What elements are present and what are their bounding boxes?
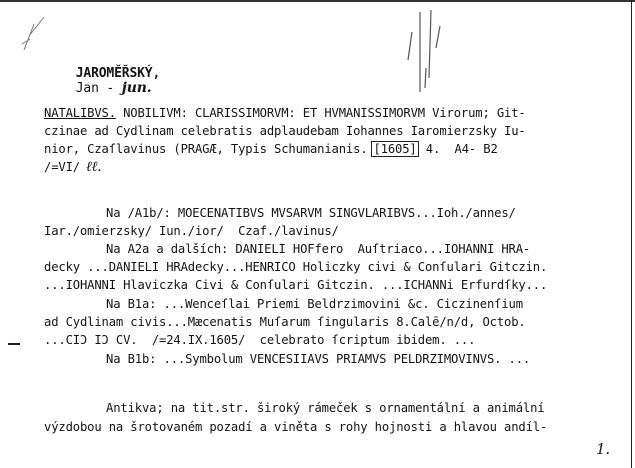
pencil-mark-top-left <box>20 14 50 54</box>
hand-scribble: ℓℓ. <box>85 159 102 175</box>
author-given-name: Jan <box>75 81 99 96</box>
title-line-3-format: 4. A4- B2 <box>418 142 498 156</box>
author-surname: JAROMĚŘSKÝ, <box>75 66 161 81</box>
collation-a1b-cont: Iar./omierzsky/ Iun./ior/ Czaf./lavinus/ <box>44 224 339 238</box>
collation-a2a-line-2: decky ...DANIELI HRAdecky...HENRICO Holiczky civi & Conſulari Gitczin. <box>44 260 548 274</box>
collation-b1a: Na B1a: ...Wenceſlai Priemi Beldrzimovini &c. Ciczinenſium <box>106 297 523 311</box>
description-line-2: výzdobou na šrotovaném pozadí a viněta s rohy hojnosti a hlavou andíl- <box>44 420 548 434</box>
collation-b1a-line-3: ...CIƆ IƆ CV. /=24.IX.1605/ celebrato ſcriptum ibidem. ... <box>44 333 476 347</box>
author-dash: - <box>98 81 122 96</box>
description-line-1: Antikva; na tit.str. široký rámeček s ornamentální a animální <box>106 401 545 415</box>
title-line-4-text: /=VI/ <box>44 160 80 174</box>
pencil-mark-top-center <box>398 8 448 96</box>
title-line-2: czinae ad Cydlinam celebratis adplaudebam Iohannes Iaromierzsky Iu- <box>44 124 526 138</box>
title-word: NATALIBVS. <box>44 106 116 120</box>
page-number-mark: 1. <box>596 440 611 458</box>
title-line-3-imprint: nior, Czaſlavinus (PRAGÆ, Typis Schumanianis. <box>44 142 368 156</box>
collation-a2a: Na A2a a dalších: DANIELI HOFfero Auſtriaco...IOHANNI HRA- <box>106 242 531 256</box>
collation-a2a-line-3: ...IOHANNI Hlaviczka Civi & Conſulari Gitczin. ...ICHANNi Erfurdſky... <box>44 278 548 292</box>
collation-b1a-line-2: ad Cydlinam civis...Mæcenatis Muſarum ſingularis 8.Calē/n/d, Octob. <box>44 315 526 329</box>
title-line-4 <box>44 160 102 174</box>
title-line-1 <box>44 106 526 120</box>
author-heading <box>45 53 160 110</box>
author-hand-note: jun. <box>121 80 152 96</box>
title-line-1-rest: NOBILIVM: CLARISSIMORVM: ET HVMANISSIMORVM Virorum; Git- <box>115 106 526 120</box>
card-top-edge <box>0 0 635 2</box>
collation-a1b: Na /A1b/: MOECENATIBVS MVSARVM SINGVLARIBVS...Ioh./annes/ <box>106 206 516 220</box>
collation-b1b: Na B1b: ...Symbolum VENCESIIAVS PRIAMVS PELDRZIMOVINVS. ... <box>106 352 531 366</box>
title-line-3-bracket: [1605] <box>373 142 417 156</box>
title-line-3 <box>44 142 498 156</box>
card-right-edge <box>631 0 632 468</box>
margin-dash <box>8 343 20 345</box>
